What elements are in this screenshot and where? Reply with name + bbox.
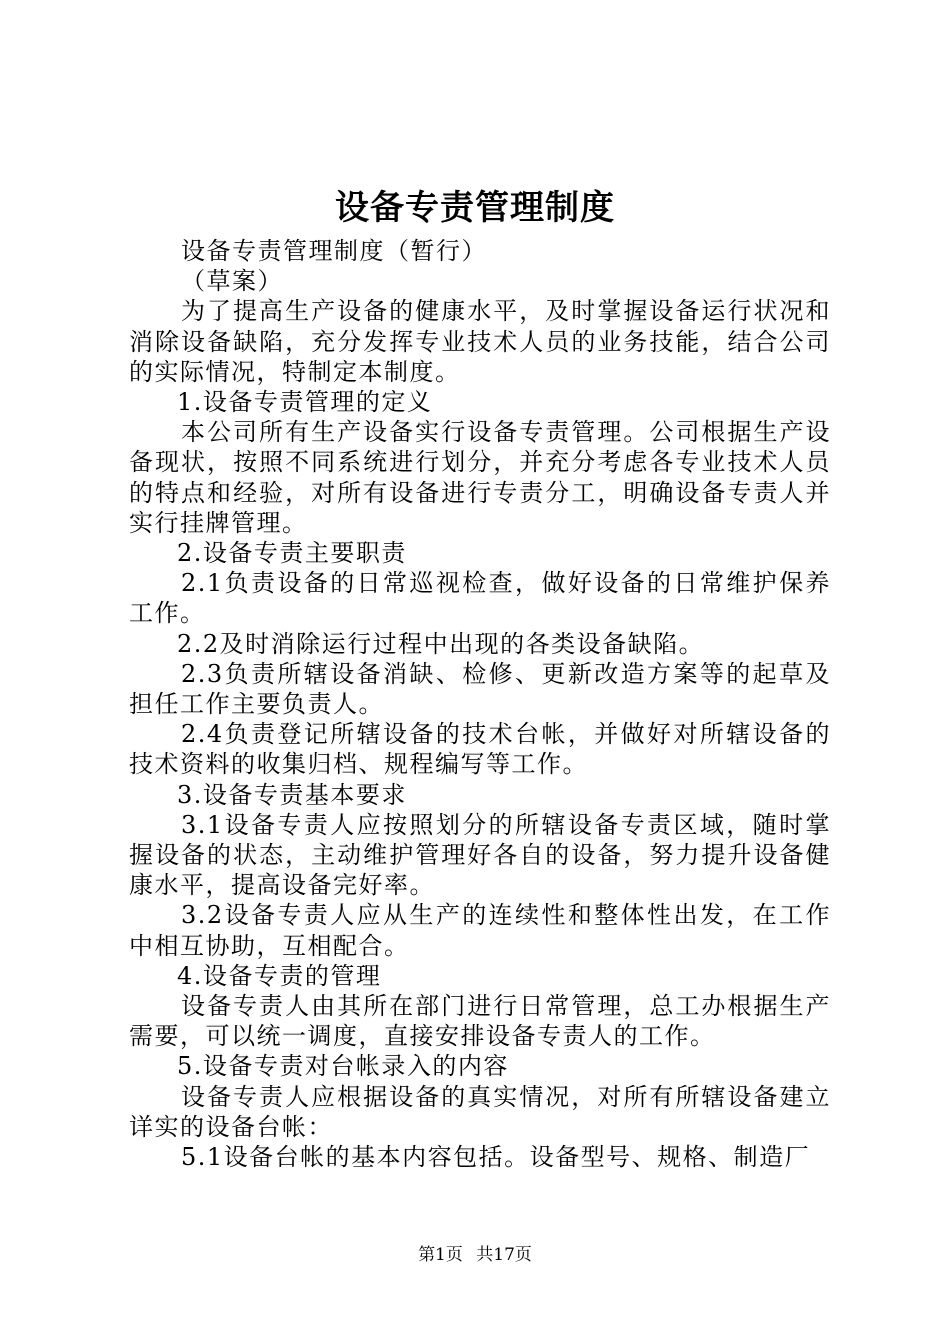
section-heading-3: 3.设备专责基本要求 xyxy=(177,780,407,809)
document-title: 设备专责管理制度 xyxy=(335,188,615,228)
clause-2-3: 2.3负责所辖设备消缺、检修、更新改造方案等的起草及担任工作主要负责人。 xyxy=(129,659,831,719)
section-heading-2: 2.设备专责主要职责 xyxy=(177,539,407,568)
document-body xyxy=(129,236,831,1172)
page-footer xyxy=(0,1244,950,1266)
page-total: 共17页 xyxy=(476,1245,532,1265)
clause-3-2: 3.2设备专责人应从生产的连续性和整体性出发，在工作中相互协助，互相配合。 xyxy=(129,901,831,960)
clause-2-4: 2.4负责登记所辖设备的技术台帐，并做好对所辖设备的技术资料的收集归档、规程编写等工作。 xyxy=(129,720,831,779)
section-heading-5: 5.设备专责对台帐录入的内容 xyxy=(177,1052,509,1081)
draft-label: （草案） xyxy=(181,267,283,296)
section-5-paragraph: 设备专责人应根据设备的真实情况，对所有所辖设备建立详实的设备台帐： xyxy=(129,1082,831,1141)
clause-2-2: 2.2及时消除运行过程中出现的各类设备缺陷。 xyxy=(177,629,705,658)
section-4-paragraph: 设备专责人由其所在部门进行日常管理，总工办根据生产需要，可以统一调度，直接安排设备专责人的工作。 xyxy=(129,992,831,1051)
subtitle-line: 设备专责管理制度（暂行） xyxy=(181,237,487,265)
section-heading-4: 4.设备专责的管理 xyxy=(177,961,382,990)
page-number: 第1页 xyxy=(418,1245,463,1265)
intro-paragraph: 为了提高生产设备的健康水平，及时掌握设备运行状况和消除设备缺陷，充分发挥专业技术人员的业务技能，结合公司的实际情况，特制定本制度。 xyxy=(129,297,831,386)
section-1-paragraph: 本公司所有生产设备实行设备专责管理。公司根据生产设备现状，按照不同系统进行划分，并充分考虑各专业技术人员的特点和经验，对所有设备进行专责分工，明确设备专责人并实行挂牌管理。 xyxy=(129,418,831,537)
clause-5-1: 5.1设备台帐的基本内容包括。设备型号、规格、制造厂 xyxy=(181,1143,811,1172)
clause-2-1: 2.1负责设备的日常巡视检查，做好设备的日常维护保养工作。 xyxy=(129,569,831,628)
clause-3-1: 3.1设备专责人应按照划分的所辖设备专责区域，随时掌握设备的状态，主动维护管理好各自的设备，努力提升设备健康水平，提高设备完好率。 xyxy=(129,810,831,900)
section-heading-1: 1.设备专责管理的定义 xyxy=(177,388,433,417)
